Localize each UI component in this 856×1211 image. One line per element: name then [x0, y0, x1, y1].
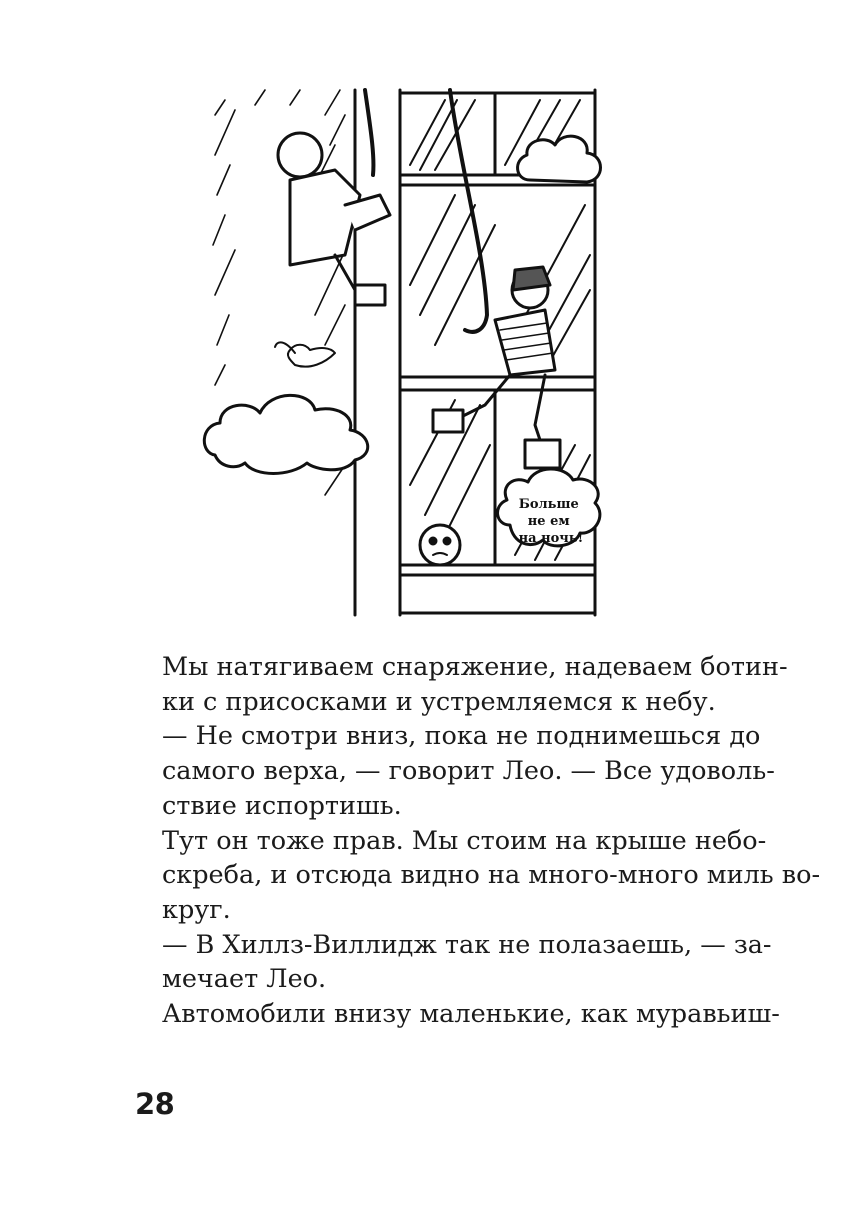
rope-right [450, 90, 487, 332]
text-line: Мы натягиваем снаряжение, надеваем ботин- [162, 652, 788, 682]
text-line: Тут он тоже прав. Мы стоим на крыше небо- [162, 825, 767, 856]
text-line: Автомобили внизу маленькие, как муравьиш- [162, 999, 780, 1030]
climber-left-head [278, 133, 322, 177]
speech-bubble-line: Больше [518, 497, 579, 512]
text-line: — Не смотри вниз, пока не поднимешься до [162, 721, 761, 752]
illustration [195, 85, 615, 625]
climber-left-body [290, 170, 360, 265]
text-line: круг. [162, 894, 231, 925]
cloud-left [204, 395, 367, 473]
climber-right-body [495, 310, 555, 375]
page-number: 28 [135, 1087, 175, 1121]
text-line: ки с присосками и устремляемся к небу. [162, 686, 716, 717]
speech-bubble-line: не ем [527, 514, 570, 529]
body-text [162, 650, 821, 1032]
text-line: самого верха, — говорит Лео. — Все удоволь- [162, 756, 775, 787]
text-line: скреба, и отсюда видно на много-много миль во- [162, 860, 821, 891]
cloud-top [518, 136, 601, 182]
text-line: мечает Лео. [162, 964, 327, 995]
bird [288, 345, 335, 367]
speech-bubble-line: на ночь! [518, 531, 584, 546]
worried-face [420, 525, 460, 565]
text-line: ствие испортишь. [162, 790, 402, 821]
speech-bubble-text [519, 497, 584, 546]
rope-left [365, 90, 373, 175]
text-line: — В Хиллз-Виллидж так не полазаешь, — за- [162, 929, 772, 960]
